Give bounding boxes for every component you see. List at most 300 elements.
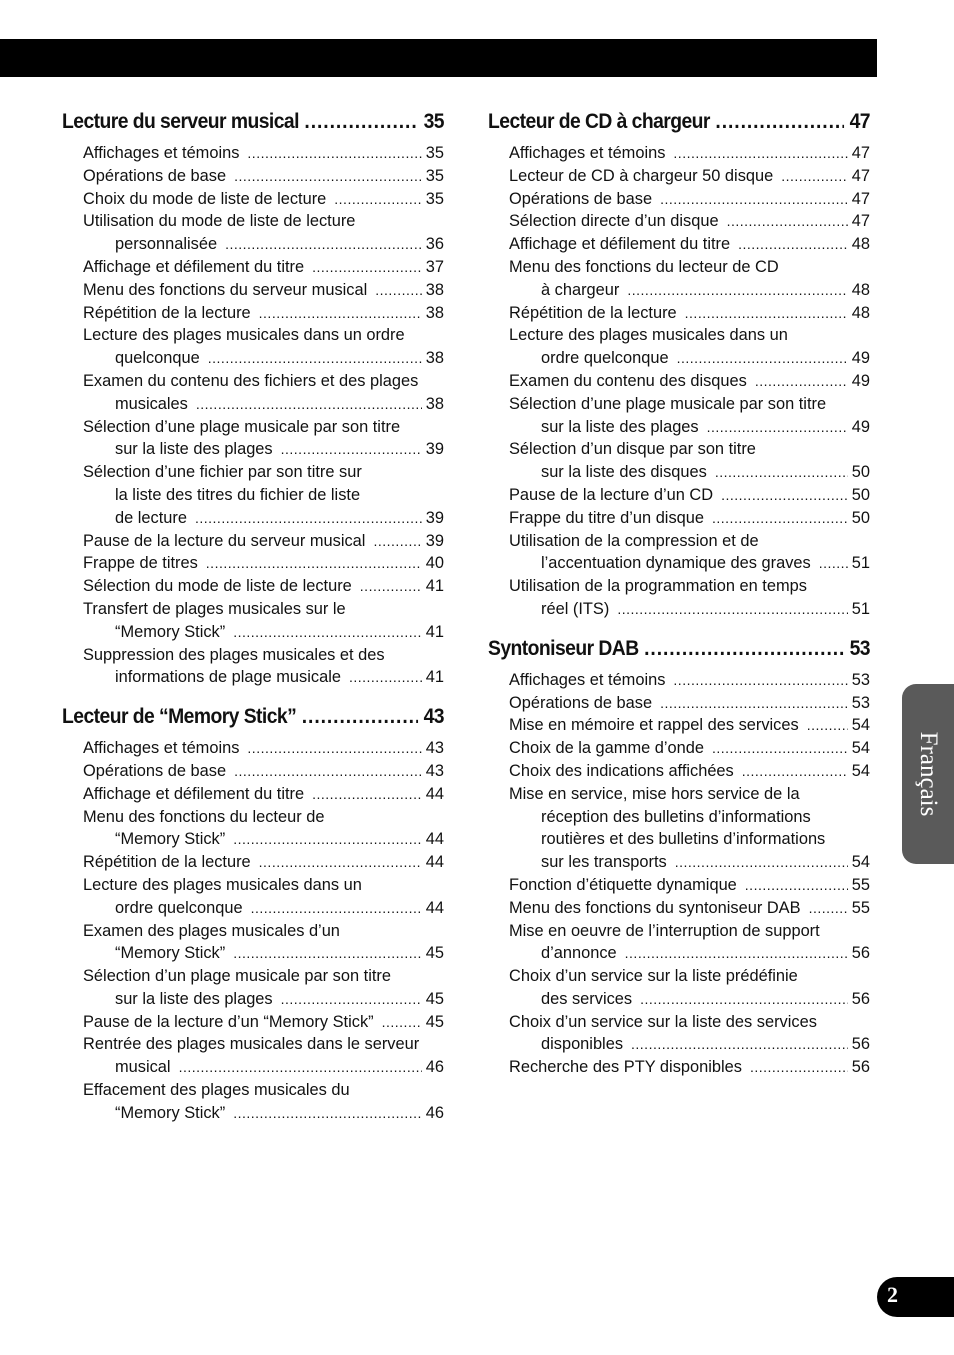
entry-line xyxy=(83,438,444,461)
dot-leader xyxy=(715,461,848,484)
entry-text: Frappe de titres xyxy=(83,554,198,573)
entry-page: 50 xyxy=(851,485,870,504)
entry-page: 35 xyxy=(425,144,444,162)
entry-text: réception des bulletins d’informations xyxy=(541,807,811,826)
entry-text: Répétition de la lecture xyxy=(509,303,677,322)
toc-entry[interactable] xyxy=(509,714,870,737)
toc-entry[interactable] xyxy=(509,669,870,692)
entry-text: Choix d’un service sur la liste prédéfinie xyxy=(509,967,798,986)
toc-entry[interactable] xyxy=(509,393,870,439)
dot-leader xyxy=(675,851,848,874)
section-heading[interactable] xyxy=(488,637,870,669)
entry-line xyxy=(509,370,870,393)
dot-leader xyxy=(233,942,422,965)
toc-entry[interactable] xyxy=(509,165,870,188)
entry-text: la liste des titres du fichier de liste xyxy=(115,485,361,504)
entry-line xyxy=(509,142,870,165)
entry-line xyxy=(83,988,444,1011)
entry-page: 56 xyxy=(851,989,870,1008)
entry-line xyxy=(83,783,444,806)
entry-line xyxy=(509,484,870,507)
entry-text: Affichage et défilement du titre xyxy=(83,784,305,803)
dot-leader xyxy=(745,874,848,897)
entry-text: Opérations de base xyxy=(509,693,653,712)
entry-line xyxy=(83,279,444,302)
section-heading[interactable] xyxy=(62,110,444,142)
entry-page: 44 xyxy=(425,830,444,849)
entry-text: Sélection d’un plage musicale par son titre xyxy=(83,967,391,986)
toc-section xyxy=(488,110,870,621)
entry-line xyxy=(83,806,444,829)
entry-page: 56 xyxy=(851,1058,870,1077)
entry-text: Sélection d’une fichier par son titre sur xyxy=(83,463,362,482)
entry-text: Sélection d’un disque par son titre xyxy=(509,440,756,459)
entry-line xyxy=(83,666,444,689)
dot-leader xyxy=(809,897,848,920)
entry-text: Utilisation de la compression et de xyxy=(509,531,759,550)
dot-leader xyxy=(247,142,421,165)
entry-page: 49 xyxy=(851,349,870,368)
entry-line xyxy=(83,1079,444,1102)
entry-text: Pause de la lecture d’un CD xyxy=(509,485,714,504)
entry-line xyxy=(509,438,870,461)
toc-entry[interactable] xyxy=(509,233,870,256)
toc-entry[interactable] xyxy=(83,874,444,920)
dot-leader xyxy=(349,666,422,689)
entry-page: 39 xyxy=(425,440,444,459)
dot-leader xyxy=(644,637,844,661)
entry-page: 45 xyxy=(425,989,444,1008)
dot-leader xyxy=(312,783,422,806)
entry-text: Pause de la lecture d’un “Memory Stick” xyxy=(83,1012,374,1031)
entry-line xyxy=(509,393,870,416)
dot-leader xyxy=(375,279,422,302)
entry-text: sur la liste des disques xyxy=(541,463,707,482)
toc-entry[interactable] xyxy=(509,920,870,966)
entry-line xyxy=(83,874,444,897)
toc-entry[interactable] xyxy=(83,965,444,1011)
toc-entry[interactable] xyxy=(83,142,444,165)
toc-entry[interactable] xyxy=(83,210,444,256)
toc-section xyxy=(62,110,444,689)
dot-leader xyxy=(727,210,848,233)
entry-line xyxy=(509,806,870,829)
entry-text: Pause de la lecture du serveur musical xyxy=(83,531,366,550)
header-bar xyxy=(0,39,877,77)
entry-page: 51 xyxy=(851,599,870,618)
toc-entry[interactable] xyxy=(83,324,444,370)
entry-page: 47 xyxy=(851,189,870,208)
entry-page: 53 xyxy=(851,693,870,712)
dot-leader xyxy=(781,165,848,188)
toc-entry[interactable] xyxy=(509,1056,870,1079)
entry-page: 53 xyxy=(851,670,870,689)
toc-entry[interactable] xyxy=(83,598,444,644)
entry-page: 44 xyxy=(425,898,444,917)
entry-line xyxy=(509,1011,870,1034)
entry-line xyxy=(83,188,444,211)
dot-leader xyxy=(677,347,848,370)
section-title: Syntoniseur DAB xyxy=(488,636,639,660)
section-title: Lecteur de CD à chargeur xyxy=(488,110,710,133)
section-heading[interactable] xyxy=(62,705,444,737)
dot-leader xyxy=(660,188,848,211)
entry-line xyxy=(509,760,870,783)
entry-line xyxy=(83,416,444,439)
dot-leader xyxy=(234,760,422,783)
entry-line xyxy=(509,737,870,760)
entry-text: Examen des plages musicales d’un xyxy=(83,921,340,940)
entry-page: 48 xyxy=(851,280,870,299)
page-number-tab xyxy=(877,1277,954,1317)
entry-line xyxy=(83,256,444,279)
dot-leader xyxy=(234,165,422,188)
section-title: Lecteur de “Memory Stick” xyxy=(62,705,297,729)
toc-entry[interactable] xyxy=(509,256,870,302)
entry-text: Utilisation du mode de liste de lecture xyxy=(83,212,356,231)
entry-page: 35 xyxy=(425,189,444,208)
dot-leader xyxy=(750,1056,848,1079)
entry-line xyxy=(83,965,444,988)
entry-text: Opérations de base xyxy=(83,761,227,780)
toc-entry[interactable] xyxy=(83,1033,444,1079)
toc-entry[interactable] xyxy=(83,644,444,690)
dot-leader xyxy=(206,552,422,575)
entry-line xyxy=(509,530,870,553)
entry-page: 50 xyxy=(851,463,870,482)
entry-text: Effacement des plages musicales du xyxy=(83,1081,350,1100)
entry-page: 38 xyxy=(425,303,444,322)
dot-leader xyxy=(281,988,422,1011)
toc-entry[interactable] xyxy=(509,760,870,783)
toc-entry[interactable] xyxy=(509,965,870,1011)
entry-text: Lecteur de CD à chargeur 50 disque xyxy=(509,166,774,185)
toc-entry[interactable] xyxy=(83,416,444,462)
toc-entry[interactable] xyxy=(509,737,870,760)
toc-entry[interactable] xyxy=(83,760,444,783)
entry-text: Affichage et défilement du titre xyxy=(509,235,731,254)
entry-line xyxy=(509,828,870,851)
entry-line xyxy=(83,210,444,233)
section-page: 47 xyxy=(849,110,871,133)
toc-column-right xyxy=(488,110,870,1095)
dot-leader xyxy=(625,942,848,965)
entry-line xyxy=(83,370,444,393)
entry-page: 36 xyxy=(425,235,444,254)
entry-page: 56 xyxy=(851,1035,870,1054)
entry-text: Menu des fonctions du serveur musical xyxy=(83,280,368,299)
entry-line xyxy=(83,1102,444,1125)
entry-line xyxy=(83,233,444,256)
entry-text: sur les transports xyxy=(541,853,667,872)
toc-entry[interactable] xyxy=(83,370,444,416)
entry-page: 39 xyxy=(425,508,444,527)
toc-entry[interactable] xyxy=(83,256,444,279)
entry-page: 38 xyxy=(425,280,444,299)
entry-text: “Memory Stick” xyxy=(115,944,226,963)
dot-leader xyxy=(685,302,848,325)
toc-entry[interactable] xyxy=(509,874,870,897)
entry-line xyxy=(83,530,444,553)
entry-page: 48 xyxy=(851,235,870,254)
toc-entry[interactable] xyxy=(83,188,444,211)
dot-leader xyxy=(673,669,847,692)
entry-text: Recherche des PTY disponibles xyxy=(509,1058,742,1077)
entry-line xyxy=(83,621,444,644)
entry-line xyxy=(83,828,444,851)
entry-line xyxy=(509,1056,870,1079)
entry-text: sur la liste des plages xyxy=(541,417,699,436)
entry-text: Affichages et témoins xyxy=(509,670,666,689)
dot-leader xyxy=(707,416,848,439)
toc-entry[interactable] xyxy=(509,1011,870,1057)
entry-line xyxy=(509,920,870,943)
entry-page: 41 xyxy=(425,577,444,596)
entry-line xyxy=(509,324,870,347)
toc-entry[interactable] xyxy=(509,370,870,393)
toc-entry[interactable] xyxy=(83,1079,444,1125)
entry-line xyxy=(509,233,870,256)
entry-text: Suppression des plages musicales et des xyxy=(83,645,385,664)
entry-text: Opérations de base xyxy=(83,166,227,185)
toc-entry[interactable] xyxy=(83,783,444,806)
entry-page: 37 xyxy=(425,257,444,276)
entry-text: Choix de la gamme d’onde xyxy=(509,739,704,758)
dot-leader xyxy=(312,256,422,279)
entry-text: personnalisée xyxy=(115,235,218,254)
entry-text: informations de plage musicale xyxy=(115,668,341,687)
toc-entry[interactable] xyxy=(83,552,444,575)
section-page: 53 xyxy=(849,636,871,660)
entry-text: Mise en oeuvre de l’interruption de support xyxy=(509,921,820,940)
entry-text: Mise en mémoire et rappel des services xyxy=(509,716,799,735)
entry-line xyxy=(83,347,444,370)
entry-page: 49 xyxy=(851,417,870,436)
dot-leader xyxy=(712,507,848,530)
entry-text: disponibles xyxy=(541,1035,624,1054)
entry-line xyxy=(509,210,870,233)
entry-line xyxy=(509,279,870,302)
entry-text: Examen du contenu des disques xyxy=(509,371,747,390)
entry-line xyxy=(509,552,870,575)
entry-page: 54 xyxy=(851,739,870,758)
dot-leader xyxy=(281,438,422,461)
dot-leader xyxy=(755,370,848,393)
dot-leader xyxy=(715,110,844,134)
toc-entry[interactable] xyxy=(83,920,444,966)
dot-leader xyxy=(721,484,848,507)
entry-line xyxy=(83,507,444,530)
entry-text: Utilisation de la programmation en temps xyxy=(509,577,807,596)
entry-text: quelconque xyxy=(115,349,200,368)
entry-line xyxy=(83,484,444,507)
entry-line xyxy=(509,1033,870,1056)
dot-leader xyxy=(208,347,422,370)
section-page: 43 xyxy=(423,705,445,729)
entry-text: d’annonce xyxy=(541,944,617,963)
toc-entry[interactable] xyxy=(83,575,444,598)
dot-leader xyxy=(631,1033,848,1056)
entry-text: réel (ITS) xyxy=(541,599,610,618)
dot-leader xyxy=(247,737,421,760)
entry-line xyxy=(83,737,444,760)
entry-text: Fonction d’étiquette dynamique xyxy=(509,875,737,894)
dot-leader xyxy=(233,621,422,644)
entry-page: 46 xyxy=(425,1103,444,1122)
dot-leader xyxy=(196,393,422,416)
toc-entry[interactable] xyxy=(509,210,870,233)
entry-line xyxy=(509,188,870,211)
entry-page: 43 xyxy=(425,761,444,780)
entry-page: 56 xyxy=(851,944,870,963)
toc-entry[interactable] xyxy=(83,461,444,529)
dot-leader xyxy=(373,530,421,553)
entry-text: Choix d’un service sur la liste des services xyxy=(509,1012,817,1031)
dot-leader xyxy=(742,760,848,783)
entry-text: sur la liste des plages xyxy=(115,440,273,459)
entry-line xyxy=(83,1056,444,1079)
entry-page: 40 xyxy=(425,554,444,573)
entry-line xyxy=(83,575,444,598)
entry-page: 47 xyxy=(851,166,870,185)
toc-entry[interactable] xyxy=(83,1011,444,1034)
language-tab-label: Français xyxy=(915,731,942,817)
dot-leader xyxy=(251,897,422,920)
entry-text: l’accentuation dynamique des graves xyxy=(541,554,811,573)
toc-entry[interactable] xyxy=(509,783,870,874)
entry-text: Choix du mode de liste de lecture xyxy=(83,189,327,208)
entry-line xyxy=(509,256,870,279)
toc-entry[interactable] xyxy=(83,851,444,874)
toc-entry[interactable] xyxy=(509,188,870,211)
dot-leader xyxy=(738,233,848,256)
toc-entry[interactable] xyxy=(509,302,870,325)
toc-entry[interactable] xyxy=(509,142,870,165)
toc-entry[interactable] xyxy=(83,737,444,760)
dot-leader xyxy=(640,988,848,1011)
entry-page: 48 xyxy=(851,303,870,322)
toc-entry[interactable] xyxy=(83,530,444,553)
entry-text: Frappe du titre d’un disque xyxy=(509,508,704,527)
entry-line xyxy=(509,461,870,484)
entry-text: Transfert de plages musicales sur le xyxy=(83,599,346,618)
entry-line xyxy=(509,851,870,874)
entry-text: sur la liste des plages xyxy=(115,989,273,1008)
entry-line xyxy=(83,942,444,965)
entry-line xyxy=(509,165,870,188)
entry-text: Lecture des plages musicales dans un ordre xyxy=(83,326,405,345)
entry-page: 45 xyxy=(425,1012,444,1031)
dot-leader xyxy=(259,851,422,874)
entry-text: Menu des fonctions du lecteur de CD xyxy=(509,257,779,276)
entry-text: “Memory Stick” xyxy=(115,622,226,641)
entry-page: 54 xyxy=(851,761,870,780)
entry-text: “Memory Stick” xyxy=(115,830,226,849)
entry-page: 41 xyxy=(425,622,444,641)
entry-page: 35 xyxy=(425,166,444,185)
entry-page: 54 xyxy=(851,853,870,872)
toc-entry[interactable] xyxy=(509,324,870,370)
dot-leader xyxy=(382,1011,422,1034)
entry-line xyxy=(83,165,444,188)
toc-entry[interactable] xyxy=(509,575,870,621)
entry-text: Répétition de la lecture xyxy=(83,303,251,322)
dot-leader xyxy=(360,575,422,598)
entry-line xyxy=(83,920,444,943)
entry-text: à chargeur xyxy=(541,280,620,299)
toc-column-left xyxy=(62,110,444,1141)
entry-text: Choix des indications affichées xyxy=(509,761,734,780)
entry-text: Répétition de la lecture xyxy=(83,853,251,872)
entry-page: 43 xyxy=(425,739,444,758)
entry-line xyxy=(509,416,870,439)
entry-line xyxy=(509,783,870,806)
entry-page: 46 xyxy=(425,1058,444,1077)
toc-entry[interactable] xyxy=(509,897,870,920)
entry-line xyxy=(509,714,870,737)
entry-line xyxy=(83,598,444,621)
entry-line xyxy=(509,347,870,370)
entry-line xyxy=(83,393,444,416)
entry-page: 47 xyxy=(851,144,870,162)
toc-entry[interactable] xyxy=(509,530,870,576)
entry-line xyxy=(83,644,444,667)
entry-page: 44 xyxy=(425,784,444,803)
entry-line xyxy=(83,552,444,575)
entry-text: des services xyxy=(541,989,633,1008)
toc-entry[interactable] xyxy=(509,507,870,530)
entry-page: 54 xyxy=(851,716,870,735)
entry-line xyxy=(83,760,444,783)
entry-page: 38 xyxy=(425,394,444,413)
entry-line xyxy=(509,874,870,897)
entry-text: musical xyxy=(115,1058,171,1077)
entry-text: musicales xyxy=(115,394,188,413)
toc-entry[interactable] xyxy=(83,806,444,852)
entry-text: Menu des fonctions du lecteur de xyxy=(83,807,325,826)
dot-leader xyxy=(617,598,847,621)
toc-entry[interactable] xyxy=(83,165,444,188)
entry-line xyxy=(83,1033,444,1056)
toc-entry[interactable] xyxy=(509,438,870,484)
dot-leader xyxy=(334,188,421,211)
toc-entry[interactable] xyxy=(509,692,870,715)
dot-leader xyxy=(179,1056,422,1079)
entry-text: Lecture des plages musicales dans un xyxy=(83,875,362,894)
toc-entry[interactable] xyxy=(83,279,444,302)
entry-line xyxy=(509,942,870,965)
toc-entry[interactable] xyxy=(509,484,870,507)
section-title: Lecture du serveur musical xyxy=(62,110,299,133)
entry-line xyxy=(509,575,870,598)
dot-leader xyxy=(233,1102,422,1125)
dot-leader xyxy=(302,705,418,729)
entry-page: 55 xyxy=(851,898,870,917)
dot-leader xyxy=(627,279,847,302)
section-heading[interactable] xyxy=(488,110,870,142)
entry-text: de lecture xyxy=(115,508,187,527)
entry-text: Sélection directe d’un disque xyxy=(509,212,719,231)
entry-text: ordre quelconque xyxy=(115,898,243,917)
entry-text: Rentrée des plages musicales dans le serveur xyxy=(83,1035,420,1054)
entry-line xyxy=(509,598,870,621)
entry-line xyxy=(509,692,870,715)
entry-text: Affichages et témoins xyxy=(83,144,240,162)
toc-entry[interactable] xyxy=(83,302,444,325)
entry-page: 55 xyxy=(851,875,870,894)
entry-line xyxy=(83,897,444,920)
entry-line xyxy=(83,461,444,484)
